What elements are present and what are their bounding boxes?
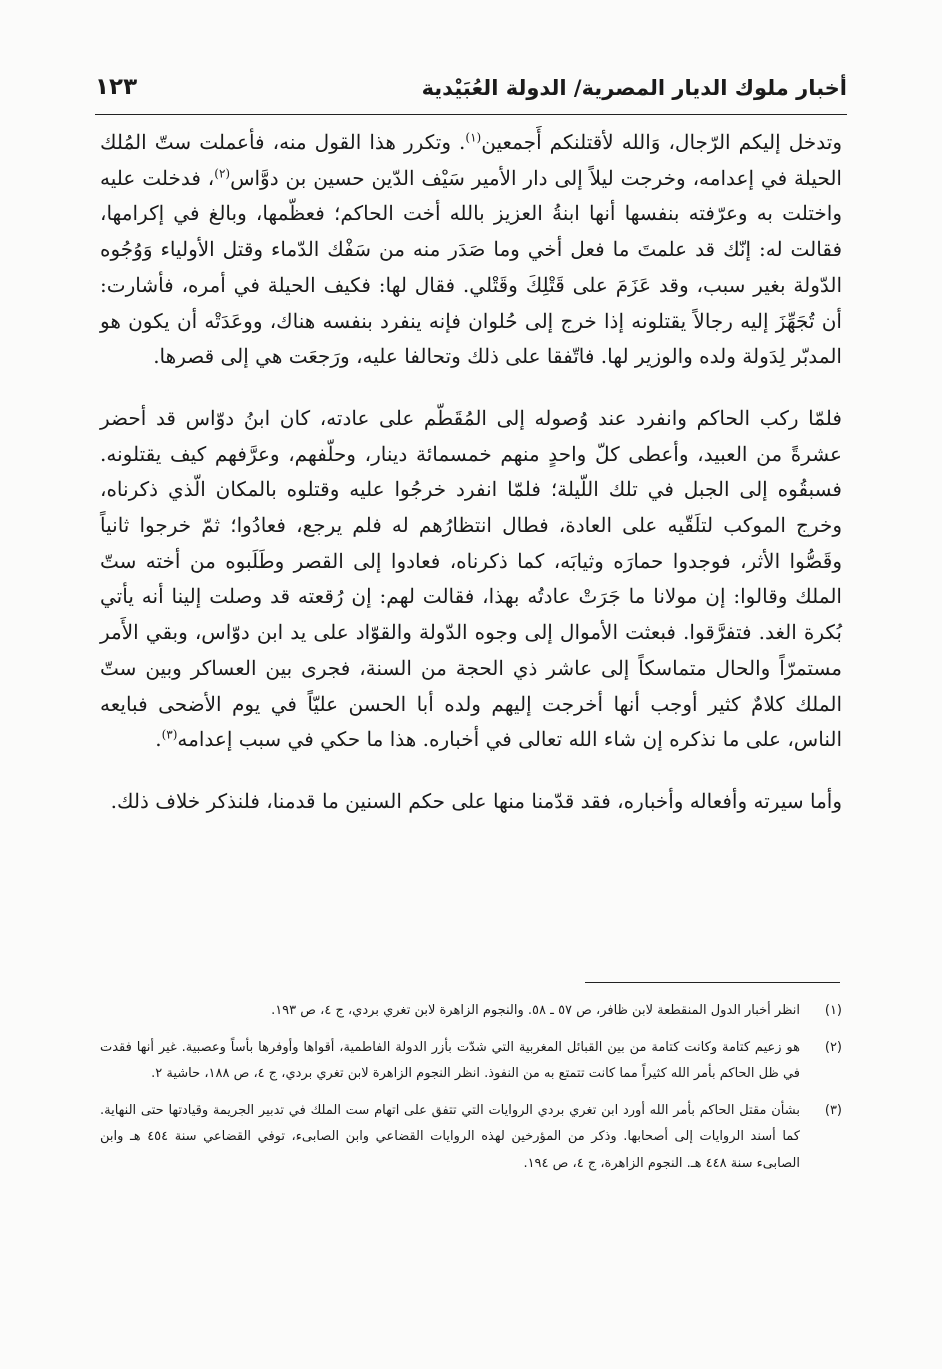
footnote-ref-1[interactable]: (١) [465,130,482,145]
footnote-ref-2[interactable]: (٢) [214,166,231,181]
paragraph-1 [100,125,842,375]
footnote-text: بشأن مقتل الحاكم بأمر الله أورد ابن تغري بردي الروايات التي تتفق على اتهام ست الملك في تدبير الجريمة وقيادتها حتى النهاية. كما أسند الروايات إلى أصحابها. وذكر من المؤرخين لهذه الروايات القضاعي وابن الصابىء، توفي القضاعي سنة ٤٥٤ هـ وابن الصابىء سنة ٤٤٨ هـ. النجوم الزاهرة، ج ٤، ص ١٩٤. [100,1102,800,1171]
page-number: ١٢٣ [95,74,138,100]
footnote-3 [100,1098,842,1178]
running-title: أخبار ملوك الديار المصرية/ الدولة العُبَيْدية [421,76,847,100]
footnote-number: (٣) [824,1102,842,1118]
paragraph-2-text-a: فلمّا ركب الحاكم وانفرد عند وُصوله إلى المُقَطّم على عادته، كان ابنُ دوّاس قد أحضر عشرةً من العبيد، وأعطى كلّ واحدٍ منهم خمسمائة دينار، وحلّفهم، وعرَّفهم كيف يقتلونه. فسبقُوه إلى الجبل في تلك اللّيلة؛ فلمّا انفرد خرجُوا عليه وقتلوه بالمكان الّذي ذكرناه، وخرج الموكب لتلَقّيه على العادة، فطال انتظارُهم له فلم يرجع، فعادُوا؛ ثمّ خرجوا ثانياً وقَصُّوا الأثر، فوجدوا حمارَه وثيابَه، كما ذكرناه، فعادوا إلى القصر وطَلَبوه من أخته ستّ الملك وقالوا: إن مولانا ما جَرَتْ عادتُه بهذا، فقالت لهم: إن رُقعته قد وصلت إلينا أنه يأتي بُكرة الغد. فتفرَّقوا. فبعثت الأموال إلى وجوه الدّولة والقوّاد على يد ابن دوّاس، وبقي الأَمر مستمرّاً والحال متماسكاً إلى عاشر ذي الحجة من السنة، فجرى بين العساكر وبين ستّ الملك كلامٌ كثير أوجب أنها أخرجت إليهم ولده أبا الحسن عليّاً في يوم الأضحى فبايعه الناس، على ما نذكره إن شاء الله تعالى في أخباره. هذا ما حكي في سبب إعدامه [100,405,842,752]
paragraph-3-text: وأما سيرته وأفعاله وأخباره، فقد قدّمنا منها على حكم السنين ما قدمنا، فلنذكر خلاف ذلك. [110,788,842,813]
footnote-separator [585,982,840,983]
paragraph-2-text-b: . [155,727,162,752]
main-text [100,125,842,820]
footnote-2 [100,1035,842,1088]
footnote-number: (١) [824,1003,842,1018]
footnote-text: انظر أخبار الدول المنقطعة لابن ظافر، ص ٥٧ ـ ٥٨. والنجوم الزاهرة لابن تغري بردي، ج ٤، ص ١٩٣. [271,1003,800,1018]
paragraph-1-text-c: ، فدخلت عليه واختلت به وعرّفته بنفسها أنها ابنةُ العزيز بالله أخت الحاكم؛ فعظّمها، وبالغ في إكرامها، فقالت له: إنّك قد علمتَ ما فعل أخي وما صَدَر منه من سَفْك الدّماء وقتل الأولياء وَوُجُوه الدّولة بغير سبب، وقد عَزَمَ على قَتْلِكَ وقَتْلي. فقال لها: فكيف الحيلة في أمره، فأشارت: أن تُجَهِّزَ إليه رجالاً يقتلونه إذا خرج إلى حُلوان فإنه ينفرد بنفسه هناك، ووعَدَتْه أن يكون هو المدبّر لِدَولة ولده والوزير لها. فاتّفقا على ذلك وتحالفا عليه، ورَجعَت هي إلى قصرها. [100,165,842,369]
footnotes [100,998,842,1187]
footnote-1 [100,998,842,1025]
running-header [95,70,847,115]
paragraph-2 [100,401,842,758]
footnote-text: هو زعيم كتامة وكانت كتامة من بين القبائل المغربية التي شدّت بأزر الدولة الفاطمية، أقواها وأوفرها بأساً وعصبية. غير أنها فقدت في ظل الحاكم بأمر الله كثيراً مما كانت تتمتع به من النفوذ. انظر النجوم الزاهرة لابن تغري بردي، ج ٤، ص ١٨٨، حاشية ٢. [100,1039,800,1081]
paragraph-3 [100,784,842,820]
paragraph-1-text-a: وتدخل إليكم الرّجال، وَالله لأقتلنكم أَجمعين [481,130,842,154]
footnote-number: (٢) [824,1039,842,1055]
paragraph-1-text-b: . وتكرر هذا القول منه، فأعملت ستّ المُلك الحيلة في إعدامه، وخرجت ليلاً إلى دار الأمير سَيْف الدّين حسين بن دوَّاس [100,130,842,190]
footnote-ref-3[interactable]: (٣) [161,727,178,742]
